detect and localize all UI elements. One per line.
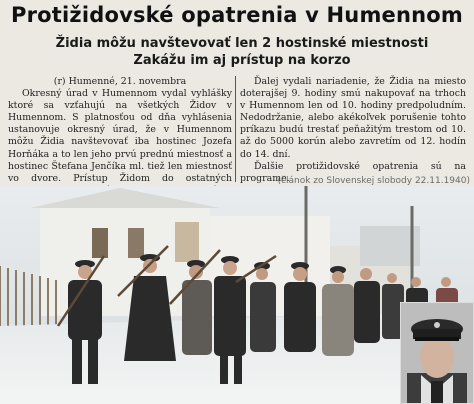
officer-portrait-image [401,303,473,403]
article-column-right [240,76,466,185]
column-divider [235,76,236,182]
article-subheadline: Židia môžu navštevovať len 2 hostinské miestnosti [55,36,429,51]
article-headline: Protižidovské opatrenia v Humennom [11,3,463,27]
officer-portrait [400,302,474,404]
source-caption: (článok zo Slovenskej slobody 22.11.1940) [277,176,470,186]
article-paragraph: Ďalšie protižidovské opatrenia sú na programe. [240,160,466,184]
article-subheadline-secondary: Zakážu im aj prístup na korzo [133,53,351,68]
article-paragraph: Okresný úrad v Humennom vydal vyhlášky ktoré sa vzťahujú na všetkých Židov v Humennom. S platnosťou od dňa vyhlásenia ustanovuje okresný úrad, že v Humennom môžu Židia navštevovať iba hostinec Jozefa Horňáka a to len jeho prvú prednú miestnosť a hostinec Štefana Jenčíka ml. tiež len miestnosť vo dvore. Prístup Židom do ostatných [8,88,232,184]
article-paragraph: Ďalej vydali nariadenie, že Židia na miesto doterajšej 9. hodiny smú nakupovať na trhoch v Humennom len od 10. hodiny predpoludním. Nedodržanie, alebo akékoľvek porušenie tohto príkazu budú trestať peňažitým trestom od 10. až do 5000 korún alebo zavretím od 12. hodín do 14. dní. [240,76,466,160]
article-dateline: (r) Humenné, 21. novembra [53,76,187,87]
newspaper-clipping [0,0,474,186]
